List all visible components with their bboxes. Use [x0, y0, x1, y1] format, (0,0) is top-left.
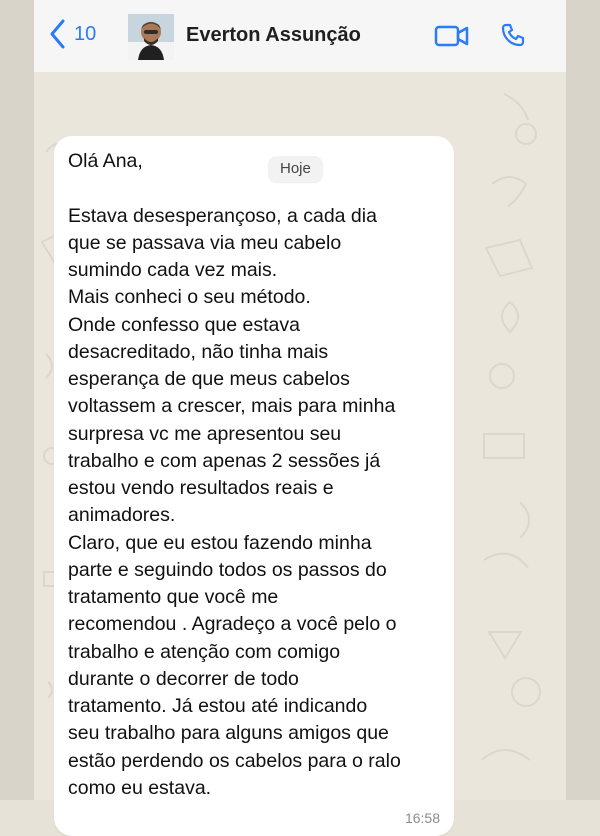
- phone-call-icon[interactable]: [500, 22, 526, 48]
- back-button[interactable]: [48, 18, 96, 50]
- left-background-edge: [0, 0, 34, 800]
- chevron-left-icon: [48, 18, 66, 50]
- contact-name[interactable]: Everton Assunção: [186, 24, 361, 46]
- avatar[interactable]: [128, 14, 174, 60]
- video-call-icon[interactable]: [434, 24, 470, 48]
- date-chip: Hoje: [268, 156, 323, 182]
- chat-wallpaper: [34, 72, 566, 826]
- message-timestamp: 16:58: [404, 810, 440, 826]
- message-bubble[interactable]: [54, 136, 454, 836]
- chat-header: [34, 0, 566, 73]
- right-background-edge: [566, 0, 600, 800]
- chat-window: [34, 0, 566, 826]
- message-text: Olá Ana, Estava desesperançoso, a cada dia que se passava via meu cabelo sumindo cada vez mais. Mais conheci o seu método. Onde confesso que estava desacreditado, não tinha mais esperança de que meus cabelos voltassem a crescer, mais para minha surpresa vc me apresentou seu trabalho e com apenas 2 sessões já estou vendo resultados reais e animadores. Claro, que eu estou fazendo minha parte e seguindo todos os passos do tratamento que você me recomendou . Agradeço a você pelo o trabalho e atenção com comigo durante o decorrer de todo tratamento. Já estou até indicando seu trabalho para alguns amigos que estão perdendo os cabelos para o ralo como eu estava.: [68, 150, 401, 799]
- back-count-label: 10: [74, 23, 97, 45]
